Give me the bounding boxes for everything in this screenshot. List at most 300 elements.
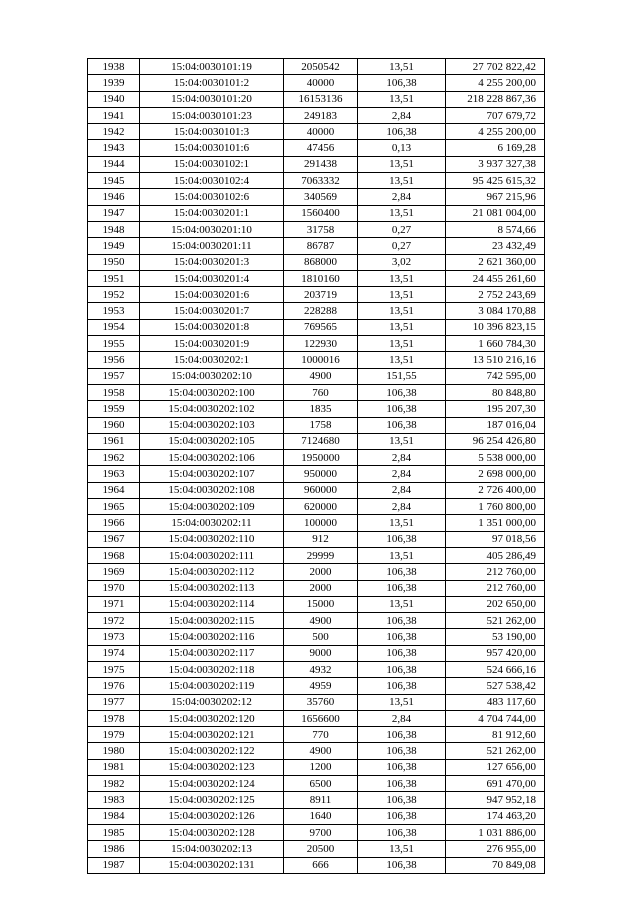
cadastral-value-cell: 2 621 360,00	[446, 254, 545, 270]
row-number-cell: 1951	[88, 270, 140, 286]
rate-cell: 13,51	[358, 173, 446, 189]
cadastral-number-cell: 15:04:0030202:116	[140, 629, 284, 645]
cadastral-number-cell: 15:04:0030201:10	[140, 221, 284, 237]
rate-cell: 0,27	[358, 238, 446, 254]
rate-cell: 106,38	[358, 645, 446, 661]
area-cell: 1560400	[284, 205, 358, 221]
cadastral-value-cell: 521 262,00	[446, 743, 545, 759]
table-row	[88, 270, 545, 286]
cadastral-number-cell: 15:04:0030101:19	[140, 59, 284, 75]
row-number-cell: 1987	[88, 857, 140, 873]
table-row	[88, 466, 545, 482]
area-cell: 122930	[284, 336, 358, 352]
rate-cell: 106,38	[358, 727, 446, 743]
table-row	[88, 531, 545, 547]
area-cell: 950000	[284, 466, 358, 482]
cadastral-number-cell: 15:04:0030202:106	[140, 450, 284, 466]
cadastral-value-cell: 95 425 615,32	[446, 173, 545, 189]
area-cell: 8911	[284, 792, 358, 808]
cadastral-value-cell: 53 190,00	[446, 629, 545, 645]
row-number-cell: 1984	[88, 808, 140, 824]
row-number-cell: 1983	[88, 792, 140, 808]
table-row	[88, 107, 545, 123]
row-number-cell: 1973	[88, 629, 140, 645]
area-cell: 340569	[284, 189, 358, 205]
rate-cell: 106,38	[358, 531, 446, 547]
rate-cell: 106,38	[358, 678, 446, 694]
table-row	[88, 254, 545, 270]
cadastral-value-cell: 2 698 000,00	[446, 466, 545, 482]
table-row	[88, 75, 545, 91]
cadastral-number-cell: 15:04:0030102:4	[140, 173, 284, 189]
area-cell: 29999	[284, 547, 358, 563]
area-cell: 203719	[284, 287, 358, 303]
cadastral-value-cell: 3 937 327,38	[446, 156, 545, 172]
cadastral-value-cell: 1 351 000,00	[446, 515, 545, 531]
table-row	[88, 156, 545, 172]
rate-cell: 13,51	[358, 596, 446, 612]
cadastral-number-cell: 15:04:0030202:13	[140, 841, 284, 857]
rate-cell: 106,38	[358, 629, 446, 645]
cadastral-value-cell: 1 760 800,00	[446, 499, 545, 515]
row-number-cell: 1965	[88, 499, 140, 515]
area-cell: 47456	[284, 140, 358, 156]
cadastral-number-cell: 15:04:0030202:123	[140, 759, 284, 775]
cadastral-value-cell: 81 912,60	[446, 727, 545, 743]
rate-cell: 13,51	[358, 336, 446, 352]
row-number-cell: 1942	[88, 124, 140, 140]
table-row	[88, 238, 545, 254]
rate-cell: 106,38	[358, 808, 446, 824]
rate-cell: 2,84	[358, 710, 446, 726]
table-row	[88, 808, 545, 824]
cadastral-value-cell: 10 396 823,15	[446, 319, 545, 335]
area-cell: 9000	[284, 645, 358, 661]
row-number-cell: 1946	[88, 189, 140, 205]
cadastral-number-cell: 15:04:0030202:12	[140, 694, 284, 710]
cadastral-value-cell: 187 016,04	[446, 417, 545, 433]
table-row	[88, 515, 545, 531]
table-row	[88, 173, 545, 189]
cadastral-value-cell: 691 470,00	[446, 776, 545, 792]
table-row	[88, 596, 545, 612]
table-row	[88, 857, 545, 873]
rate-cell: 151,55	[358, 368, 446, 384]
cadastral-number-cell: 15:04:0030202:117	[140, 645, 284, 661]
cadastral-value-cell: 195 207,30	[446, 401, 545, 417]
row-number-cell: 1955	[88, 336, 140, 352]
cadastral-number-cell: 15:04:0030101:2	[140, 75, 284, 91]
rate-cell: 13,51	[358, 841, 446, 857]
cadastral-value-cell: 524 666,16	[446, 661, 545, 677]
table-row	[88, 221, 545, 237]
row-number-cell: 1940	[88, 91, 140, 107]
cadastral-number-cell: 15:04:0030201:3	[140, 254, 284, 270]
row-number-cell: 1960	[88, 417, 140, 433]
cadastral-value-cell: 742 595,00	[446, 368, 545, 384]
row-number-cell: 1939	[88, 75, 140, 91]
rate-cell: 106,38	[358, 613, 446, 629]
rate-cell: 106,38	[358, 661, 446, 677]
cadastral-value-cell: 4 255 200,00	[446, 124, 545, 140]
table-row	[88, 710, 545, 726]
rate-cell: 106,38	[358, 743, 446, 759]
cadastral-value-cell: 405 286,49	[446, 547, 545, 563]
rate-cell: 13,51	[358, 433, 446, 449]
cadastral-number-cell: 15:04:0030202:103	[140, 417, 284, 433]
rate-cell: 0,13	[358, 140, 446, 156]
table-row	[88, 303, 545, 319]
cadastral-number-cell: 15:04:0030202:118	[140, 661, 284, 677]
row-number-cell: 1969	[88, 564, 140, 580]
rate-cell: 106,38	[358, 792, 446, 808]
rate-cell: 106,38	[358, 75, 446, 91]
rate-cell: 106,38	[358, 580, 446, 596]
area-cell: 31758	[284, 221, 358, 237]
rate-cell: 13,51	[358, 59, 446, 75]
cadastral-value-cell: 707 679,72	[446, 107, 545, 123]
cadastral-number-cell: 15:04:0030102:6	[140, 189, 284, 205]
area-cell: 40000	[284, 75, 358, 91]
area-cell: 1810160	[284, 270, 358, 286]
table-row	[88, 336, 545, 352]
cadastral-number-cell: 15:04:0030202:120	[140, 710, 284, 726]
area-cell: 15000	[284, 596, 358, 612]
cadastral-number-cell: 15:04:0030101:23	[140, 107, 284, 123]
rate-cell: 2,84	[358, 189, 446, 205]
row-number-cell: 1967	[88, 531, 140, 547]
rate-cell: 13,51	[358, 547, 446, 563]
rate-cell: 106,38	[358, 824, 446, 840]
row-number-cell: 1950	[88, 254, 140, 270]
area-cell: 249183	[284, 107, 358, 123]
area-cell: 760	[284, 384, 358, 400]
cadastral-value-cell: 527 538,42	[446, 678, 545, 694]
row-number-cell: 1944	[88, 156, 140, 172]
area-cell: 4900	[284, 743, 358, 759]
row-number-cell: 1953	[88, 303, 140, 319]
row-number-cell: 1945	[88, 173, 140, 189]
area-cell: 666	[284, 857, 358, 873]
area-cell: 2050542	[284, 59, 358, 75]
row-number-cell: 1966	[88, 515, 140, 531]
cadastral-number-cell: 15:04:0030202:122	[140, 743, 284, 759]
area-cell: 1200	[284, 759, 358, 775]
table-row	[88, 613, 545, 629]
row-number-cell: 1959	[88, 401, 140, 417]
row-number-cell: 1948	[88, 221, 140, 237]
table-row	[88, 727, 545, 743]
cadastral-number-cell: 15:04:0030202:114	[140, 596, 284, 612]
area-cell: 4900	[284, 613, 358, 629]
rate-cell: 13,51	[358, 91, 446, 107]
area-cell: 1656600	[284, 710, 358, 726]
rate-cell: 13,51	[358, 303, 446, 319]
rate-cell: 106,38	[358, 857, 446, 873]
row-number-cell: 1968	[88, 547, 140, 563]
rate-cell: 13,51	[358, 352, 446, 368]
rate-cell: 2,84	[358, 482, 446, 498]
cadastral-value-cell: 218 228 867,36	[446, 91, 545, 107]
cadastral-value-cell: 27 702 822,42	[446, 59, 545, 75]
cadastral-value-cell: 212 760,00	[446, 564, 545, 580]
table-row	[88, 319, 545, 335]
table-row	[88, 841, 545, 857]
rate-cell: 106,38	[358, 384, 446, 400]
cadastral-value-cell: 21 081 004,00	[446, 205, 545, 221]
area-cell: 868000	[284, 254, 358, 270]
cadastral-value-cell: 127 656,00	[446, 759, 545, 775]
cadastral-number-cell: 15:04:0030201:4	[140, 270, 284, 286]
row-number-cell: 1962	[88, 450, 140, 466]
table-row	[88, 205, 545, 221]
cadastral-number-cell: 15:04:0030101:20	[140, 91, 284, 107]
row-number-cell: 1957	[88, 368, 140, 384]
cadastral-value-cell: 2 726 400,00	[446, 482, 545, 498]
row-number-cell: 1970	[88, 580, 140, 596]
area-cell: 7124680	[284, 433, 358, 449]
rate-cell: 13,51	[358, 205, 446, 221]
row-number-cell: 1976	[88, 678, 140, 694]
row-number-cell: 1982	[88, 776, 140, 792]
rate-cell: 13,51	[358, 270, 446, 286]
table-row	[88, 694, 545, 710]
cadastral-number-cell: 15:04:0030202:108	[140, 482, 284, 498]
row-number-cell: 1971	[88, 596, 140, 612]
rate-cell: 106,38	[358, 759, 446, 775]
table-row	[88, 287, 545, 303]
cadastral-value-cell: 24 455 261,60	[446, 270, 545, 286]
row-number-cell: 1986	[88, 841, 140, 857]
cadastral-number-cell: 15:04:0030202:112	[140, 564, 284, 580]
cadastral-value-cell: 276 955,00	[446, 841, 545, 857]
table-row	[88, 824, 545, 840]
table-row	[88, 776, 545, 792]
table-row	[88, 792, 545, 808]
cadastral-number-cell: 15:04:0030202:115	[140, 613, 284, 629]
cadastral-number-cell: 15:04:0030202:102	[140, 401, 284, 417]
row-number-cell: 1952	[88, 287, 140, 303]
cadastral-value-cell: 3 084 170,88	[446, 303, 545, 319]
area-cell: 291438	[284, 156, 358, 172]
cadastral-number-cell: 15:04:0030202:105	[140, 433, 284, 449]
cadastral-number-cell: 15:04:0030201:7	[140, 303, 284, 319]
table-row	[88, 450, 545, 466]
cadastral-value-cell: 4 255 200,00	[446, 75, 545, 91]
cadastral-number-cell: 15:04:0030101:6	[140, 140, 284, 156]
row-number-cell: 1956	[88, 352, 140, 368]
area-cell: 20500	[284, 841, 358, 857]
table-row	[88, 564, 545, 580]
row-number-cell: 1943	[88, 140, 140, 156]
row-number-cell: 1977	[88, 694, 140, 710]
row-number-cell: 1958	[88, 384, 140, 400]
area-cell: 86787	[284, 238, 358, 254]
rate-cell: 13,51	[358, 156, 446, 172]
rate-cell: 106,38	[358, 776, 446, 792]
table-body	[88, 59, 545, 874]
cadastral-number-cell: 15:04:0030202:111	[140, 547, 284, 563]
row-number-cell: 1972	[88, 613, 140, 629]
table-row	[88, 384, 545, 400]
cadastral-value-cell: 957 420,00	[446, 645, 545, 661]
cadastral-number-cell: 15:04:0030201:9	[140, 336, 284, 352]
table-row	[88, 91, 545, 107]
cadastral-value-cell: 97 018,56	[446, 531, 545, 547]
table-row	[88, 645, 545, 661]
table-row	[88, 759, 545, 775]
table-row	[88, 140, 545, 156]
cadastral-number-cell: 15:04:0030202:124	[140, 776, 284, 792]
area-cell: 4932	[284, 661, 358, 677]
table-row	[88, 352, 545, 368]
cadastral-value-table	[87, 58, 545, 874]
table-row	[88, 368, 545, 384]
cadastral-value-cell: 947 952,18	[446, 792, 545, 808]
cadastral-value-cell: 1 031 886,00	[446, 824, 545, 840]
area-cell: 2000	[284, 580, 358, 596]
cadastral-number-cell: 15:04:0030201:11	[140, 238, 284, 254]
table-row	[88, 580, 545, 596]
cadastral-number-cell: 15:04:0030101:3	[140, 124, 284, 140]
cadastral-number-cell: 15:04:0030201:1	[140, 205, 284, 221]
table-row	[88, 59, 545, 75]
row-number-cell: 1981	[88, 759, 140, 775]
cadastral-value-cell: 2 752 243,69	[446, 287, 545, 303]
row-number-cell: 1949	[88, 238, 140, 254]
rate-cell: 106,38	[358, 124, 446, 140]
cadastral-value-cell: 521 262,00	[446, 613, 545, 629]
row-number-cell: 1954	[88, 319, 140, 335]
rate-cell: 13,51	[358, 515, 446, 531]
cadastral-value-cell: 202 650,00	[446, 596, 545, 612]
cadastral-number-cell: 15:04:0030102:1	[140, 156, 284, 172]
row-number-cell: 1963	[88, 466, 140, 482]
cadastral-number-cell: 15:04:0030202:10	[140, 368, 284, 384]
rate-cell: 2,84	[358, 450, 446, 466]
cadastral-number-cell: 15:04:0030202:11	[140, 515, 284, 531]
rate-cell: 106,38	[358, 417, 446, 433]
row-number-cell: 1980	[88, 743, 140, 759]
rate-cell: 106,38	[358, 564, 446, 580]
area-cell: 1758	[284, 417, 358, 433]
cadastral-value-cell: 967 215,96	[446, 189, 545, 205]
area-cell: 769565	[284, 319, 358, 335]
table-row	[88, 189, 545, 205]
row-number-cell: 1964	[88, 482, 140, 498]
row-number-cell: 1938	[88, 59, 140, 75]
row-number-cell: 1941	[88, 107, 140, 123]
rate-cell: 0,27	[358, 221, 446, 237]
area-cell: 2000	[284, 564, 358, 580]
table-row	[88, 661, 545, 677]
cadastral-number-cell: 15:04:0030201:6	[140, 287, 284, 303]
area-cell: 6500	[284, 776, 358, 792]
area-cell: 4900	[284, 368, 358, 384]
rate-cell: 3,02	[358, 254, 446, 270]
cadastral-number-cell: 15:04:0030202:131	[140, 857, 284, 873]
area-cell: 620000	[284, 499, 358, 515]
cadastral-number-cell: 15:04:0030201:8	[140, 319, 284, 335]
rate-cell: 106,38	[358, 401, 446, 417]
table-row	[88, 482, 545, 498]
area-cell: 4959	[284, 678, 358, 694]
table-row	[88, 678, 545, 694]
cadastral-value-cell: 8 574,66	[446, 221, 545, 237]
cadastral-value-cell: 6 169,28	[446, 140, 545, 156]
area-cell: 1000016	[284, 352, 358, 368]
row-number-cell: 1974	[88, 645, 140, 661]
cadastral-number-cell: 15:04:0030202:128	[140, 824, 284, 840]
table-row	[88, 629, 545, 645]
cadastral-number-cell: 15:04:0030202:100	[140, 384, 284, 400]
cadastral-value-cell: 80 848,80	[446, 384, 545, 400]
rate-cell: 2,84	[358, 107, 446, 123]
cadastral-number-cell: 15:04:0030202:119	[140, 678, 284, 694]
area-cell: 1950000	[284, 450, 358, 466]
table-row	[88, 499, 545, 515]
cadastral-number-cell: 15:04:0030202:121	[140, 727, 284, 743]
row-number-cell: 1947	[88, 205, 140, 221]
rate-cell: 13,51	[358, 694, 446, 710]
cadastral-value-cell: 212 760,00	[446, 580, 545, 596]
cadastral-value-cell: 483 117,60	[446, 694, 545, 710]
area-cell: 16153136	[284, 91, 358, 107]
area-cell: 9700	[284, 824, 358, 840]
rate-cell: 2,84	[358, 466, 446, 482]
area-cell: 770	[284, 727, 358, 743]
table-row	[88, 417, 545, 433]
area-cell: 100000	[284, 515, 358, 531]
area-cell: 960000	[284, 482, 358, 498]
area-cell: 912	[284, 531, 358, 547]
area-cell: 1835	[284, 401, 358, 417]
row-number-cell: 1975	[88, 661, 140, 677]
cadastral-value-cell: 70 849,08	[446, 857, 545, 873]
table-row	[88, 743, 545, 759]
cadastral-number-cell: 15:04:0030202:125	[140, 792, 284, 808]
cadastral-value-cell: 174 463,20	[446, 808, 545, 824]
cadastral-value-cell: 13 510 216,16	[446, 352, 545, 368]
rate-cell: 2,84	[358, 499, 446, 515]
table-row	[88, 401, 545, 417]
cadastral-number-cell: 15:04:0030202:110	[140, 531, 284, 547]
rate-cell: 13,51	[358, 319, 446, 335]
cadastral-number-cell: 15:04:0030202:107	[140, 466, 284, 482]
cadastral-number-cell: 15:04:0030202:113	[140, 580, 284, 596]
cadastral-value-cell: 1 660 784,30	[446, 336, 545, 352]
cadastral-value-cell: 23 432,49	[446, 238, 545, 254]
cadastral-number-cell: 15:04:0030202:109	[140, 499, 284, 515]
table-row	[88, 433, 545, 449]
row-number-cell: 1978	[88, 710, 140, 726]
row-number-cell: 1979	[88, 727, 140, 743]
table-row	[88, 547, 545, 563]
area-cell: 40000	[284, 124, 358, 140]
rate-cell: 13,51	[358, 287, 446, 303]
row-number-cell: 1985	[88, 824, 140, 840]
area-cell: 500	[284, 629, 358, 645]
cadastral-number-cell: 15:04:0030202:126	[140, 808, 284, 824]
area-cell: 1640	[284, 808, 358, 824]
area-cell: 7063332	[284, 173, 358, 189]
cadastral-number-cell: 15:04:0030202:1	[140, 352, 284, 368]
row-number-cell: 1961	[88, 433, 140, 449]
cadastral-value-cell: 4 704 744,00	[446, 710, 545, 726]
cadastral-value-cell: 5 538 000,00	[446, 450, 545, 466]
table-row	[88, 124, 545, 140]
area-cell: 35760	[284, 694, 358, 710]
